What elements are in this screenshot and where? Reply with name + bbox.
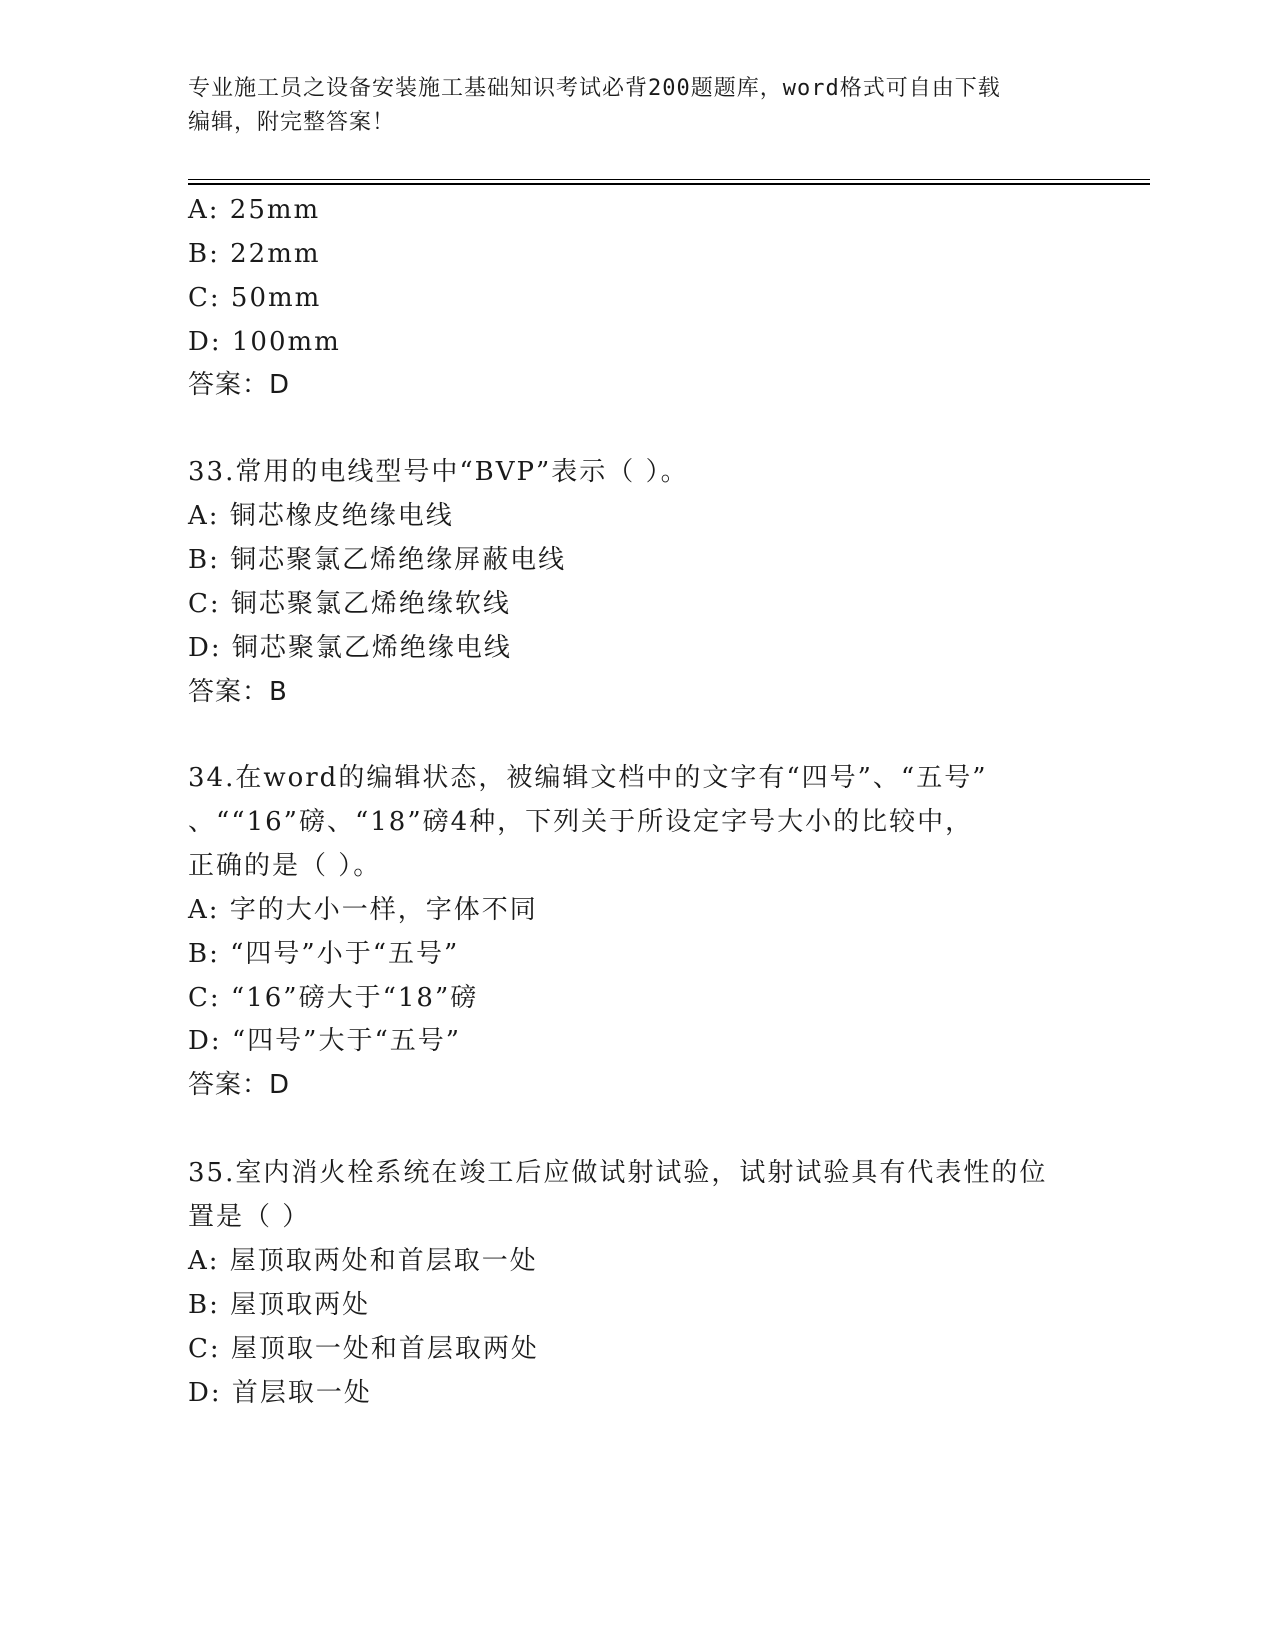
q35-option-d: D: 首层取一处 <box>188 1378 372 1408</box>
q34-stem-line3: 正确的是（ ）。 <box>188 851 382 881</box>
q32-option-c: C: 50mm <box>188 283 322 313</box>
q34-answer: 答案：D <box>188 1070 291 1100</box>
q34-stem-line2: 、““16”磅、“18”磅4种，下列关于所设定字号大小的比较中， <box>188 807 974 837</box>
q32-option-d: D: 100mm <box>188 327 341 357</box>
q33-stem: 33.常用的电线型号中“BVP”表示（ ）。 <box>188 457 689 487</box>
q34-option-d: D: “四号”大于“五号” <box>188 1026 462 1056</box>
q34-option-a: A: 字的大小一样，字体不同 <box>188 895 538 925</box>
document-header <box>188 72 1088 140</box>
q35-stem-line2: 置是（ ） <box>188 1202 311 1232</box>
header-title-line2: 编辑，附完整答案！ <box>188 110 396 135</box>
q33-answer: 答案：B <box>188 677 288 707</box>
header-rule-thick <box>188 183 1150 185</box>
q34-option-c: C: “16”磅大于“18”磅 <box>188 983 479 1013</box>
q32-option-b: B: 22mm <box>188 239 321 269</box>
header-title-line1: 专业施工员之设备安装施工基础知识考试必背200题题库，word格式可自由下载 <box>188 76 1001 101</box>
header-rule-thin <box>188 179 1150 180</box>
q35-option-a: A: 屋顶取两处和首层取一处 <box>188 1246 538 1276</box>
q33-option-d: D: 铜芯聚氯乙烯绝缘电线 <box>188 633 512 663</box>
q33-option-b: B: 铜芯聚氯乙烯绝缘屏蔽电线 <box>188 545 567 575</box>
q34-stem-line1: 34.在word的编辑状态，被编辑文档中的文字有“四号”、“五号” <box>188 763 988 793</box>
q32-answer: 答案：D <box>188 370 291 400</box>
q35-option-b: B: 屋顶取两处 <box>188 1290 371 1320</box>
q32-option-a: A: 25mm <box>188 195 321 225</box>
q33-option-a: A: 铜芯橡皮绝缘电线 <box>188 501 454 531</box>
q34-option-b: B: “四号”小于“五号” <box>188 939 460 969</box>
q35-stem-line1: 35.室内消火栓系统在竣工后应做试射试验，试射试验具有代表性的位 <box>188 1158 1048 1188</box>
q35-option-c: C: 屋顶取一处和首层取两处 <box>188 1334 539 1364</box>
q33-option-c: C: 铜芯聚氯乙烯绝缘软线 <box>188 589 511 619</box>
